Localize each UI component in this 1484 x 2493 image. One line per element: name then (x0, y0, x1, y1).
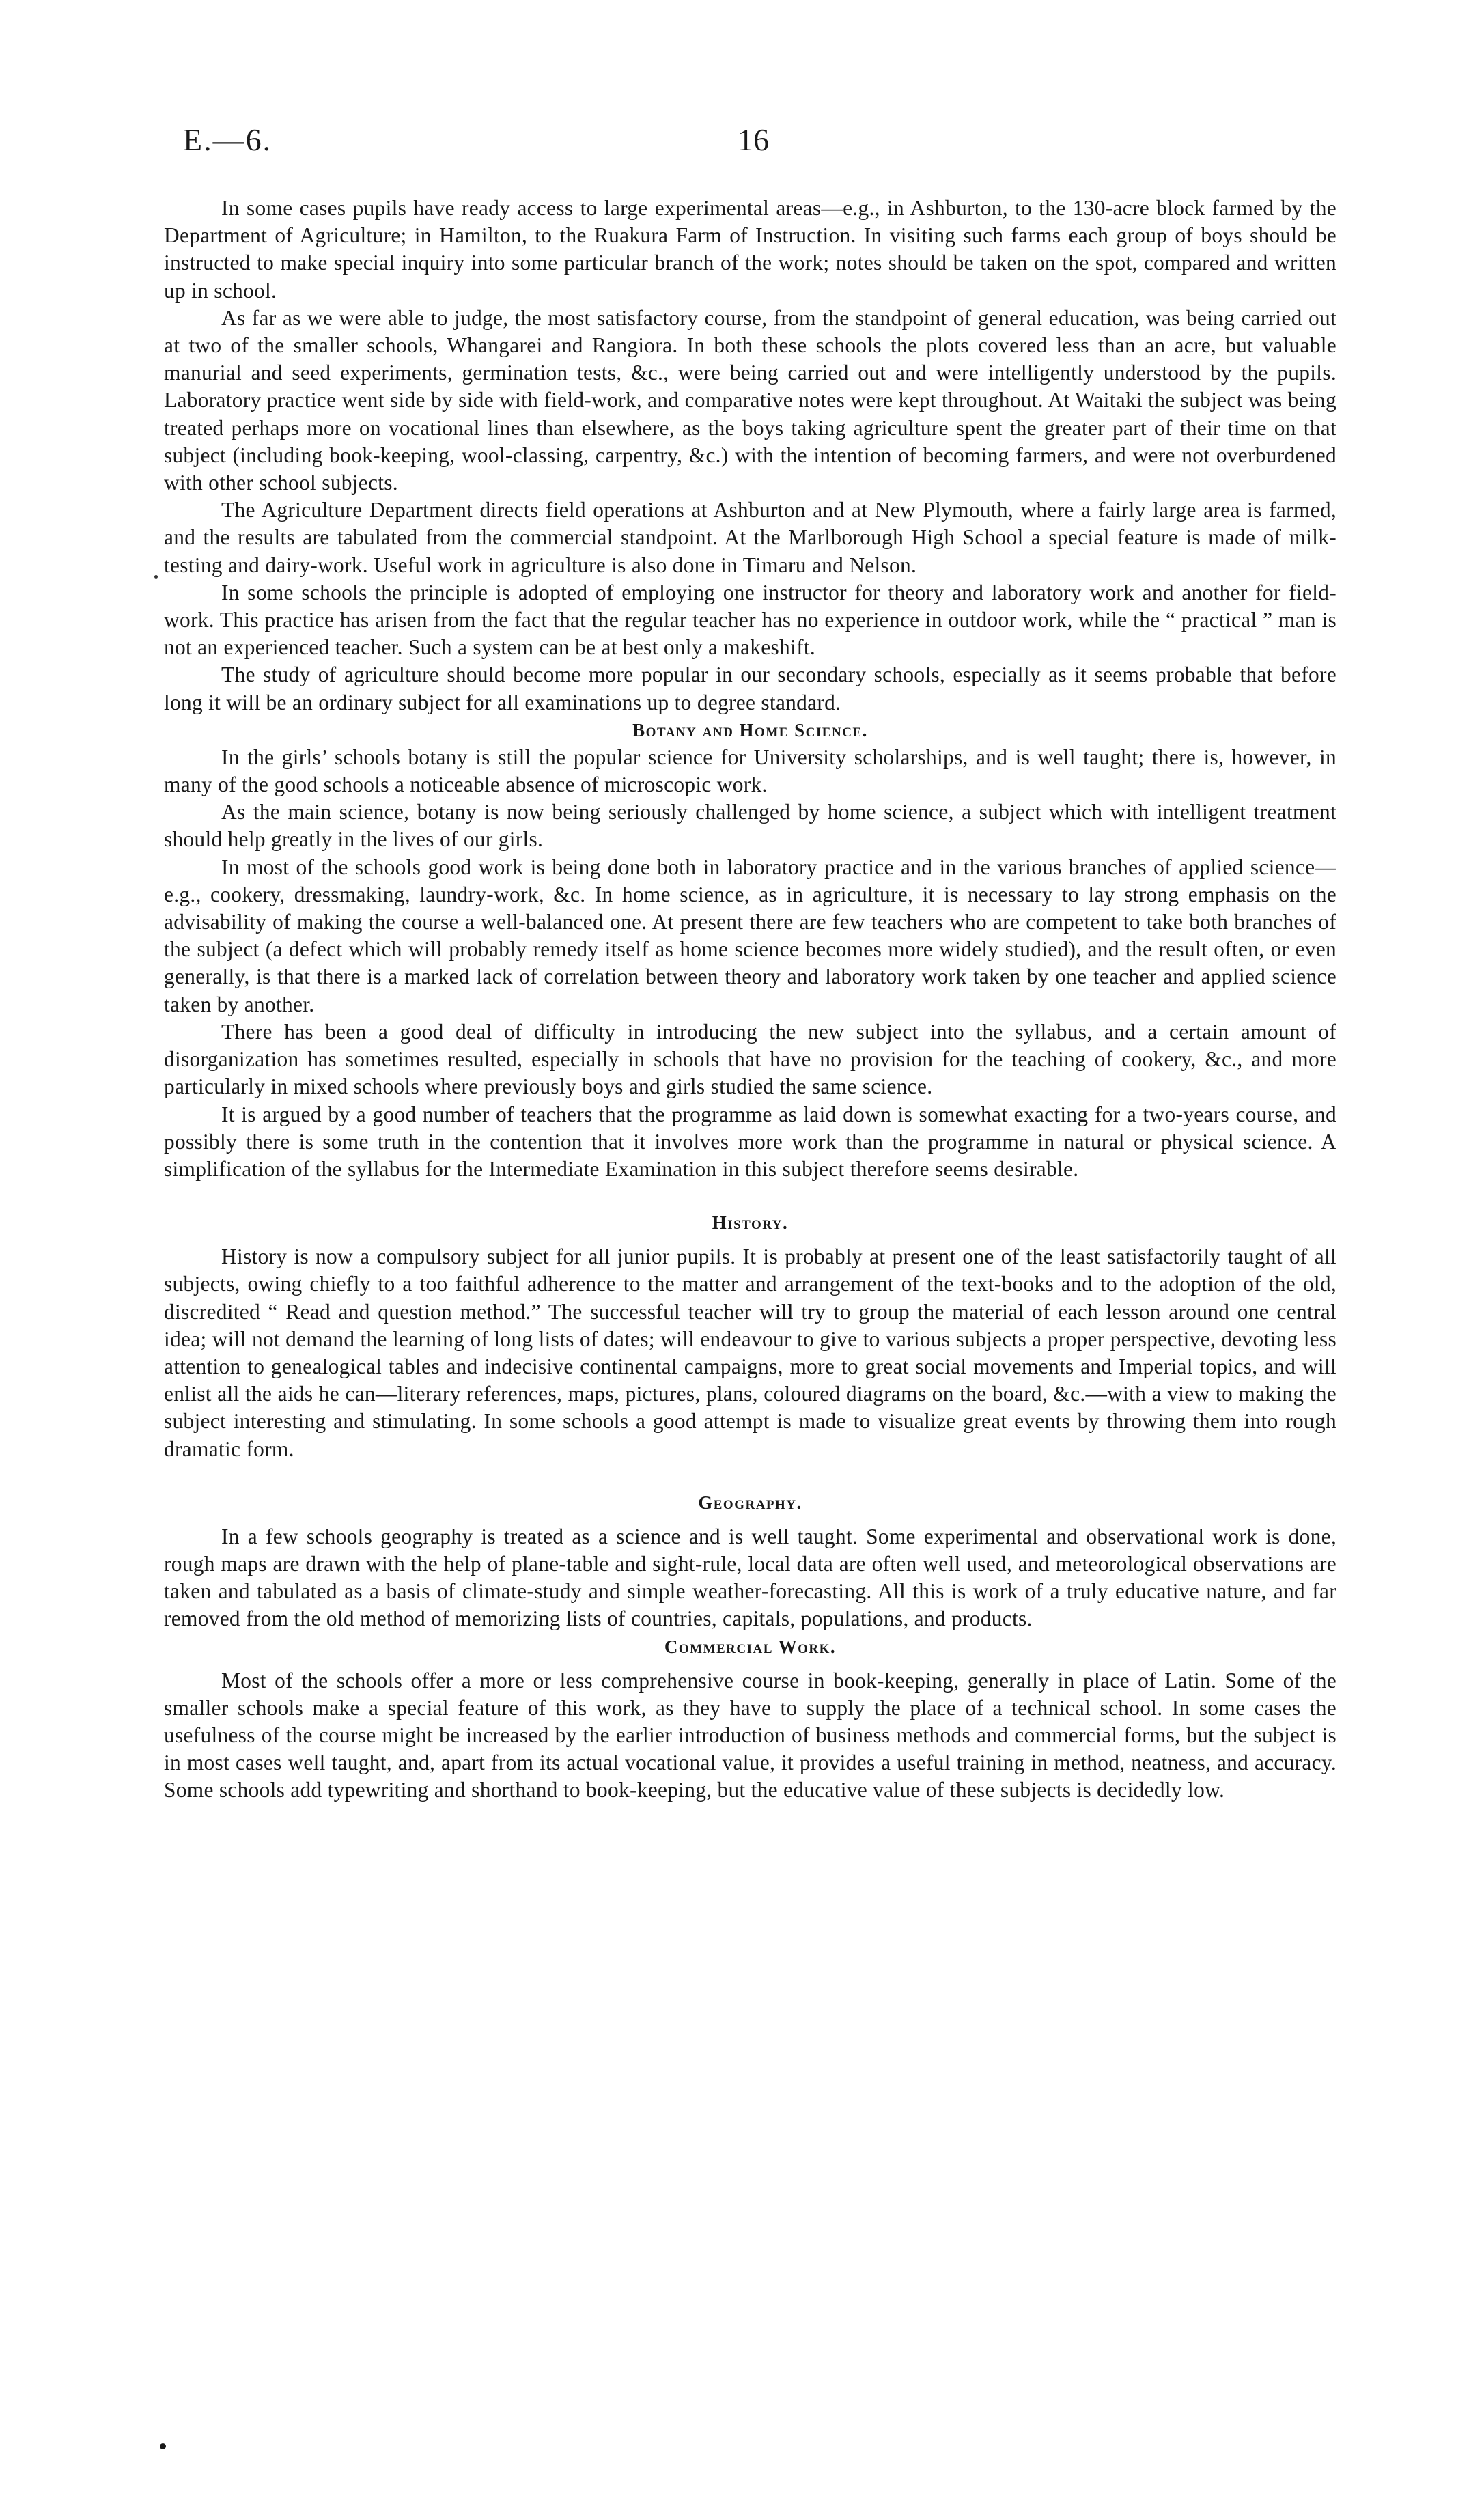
paragraph: Most of the schools offer a more or less comprehensive course in book-keeping, generally in place of Latin. Some of the smaller schools make a special feature of this work, as they have to supply the place of a technical school. In some cases the usefulness of the course might be increased by the earlier introduction of business methods and commercial forms, but the subject is in most cases well taught, and, apart from its actual vocational value, it provides a useful training in method, neatness, and accuracy. Some schools add typewriting and shorthand to book-keeping, but the educative value of these subjects is decidedly low. (164, 1668, 1336, 1802)
paragraph: In most of the schools good work is being done both in laboratory practice and in the various branches of applied science—e.g., cookery, dressmaking, laundry-work, &c. In home science, as in agriculture, it is necessary to lay strong emphasis on the advisability of making the course a well-balanced one. At present there are few teachers who are competent to take both branches of the subject (a defect which will probably remedy itself as home science becomes more widely studied), and the result often, or even generally, is that there is a marked lack of correlation between theory and laboratory work taken by one teacher and applied science taken by another. (164, 854, 1336, 1016)
paragraph: As far as we were able to judge, the most satisfactory course, from the standpoint of general education, was being carried out at two of the smaller schools, Whangarei and Rangiora. In both these schools the plots covered less than an acre, but valuable manurial and seed experiments, germination tests, &c., were being carried out and were intelligently understood by the pupils. Laboratory practice went side by side with field-work, and comparative notes were kept throughout. At Waitaki the subject was being treated perhaps more on vocational lines than elsewhere, as the boys taking agriculture spent the greater part of their time on that subject (including book-keeping, wool-classing, carpentry, &c.) with the intention of becoming farmers, and were not overburdened with other school subjects. (164, 305, 1336, 495)
section-heading: Geography. (698, 1492, 802, 1513)
margin-mark (154, 575, 158, 579)
section-heading: Botany and Home Science. (632, 719, 868, 740)
bottom-margin-mark (160, 2443, 166, 2449)
document-body (164, 195, 1336, 1805)
paragraph: In some cases pupils have ready access to large experimental areas—e.g., in Ashburton, to the 130-acre block farmed by the Department of Agriculture; in Hamilton, to the Ruakura Farm of Instruction. In visiting such farms each group of boys should be instructed to make special inquiry into some particular branch of the work; notes should be taken on the spot, compared and written up in school. (164, 196, 1336, 303)
page-number: 16 (738, 122, 769, 157)
section-commercial-work (164, 1633, 1336, 1805)
document-code: E.—6. (183, 122, 272, 157)
paragraph: In the girls’ schools botany is still the popular science for University scholarships, and is well taught; there is, however, in many of the good schools a noticeable absence of microscopic work. (164, 744, 1336, 797)
spacer (164, 1660, 1336, 1667)
paragraph: The Agriculture Department directs field operations at Ashburton and at New Plymouth, where a fairly large area is farmed, and the results are tabulated from the commercial standpoint. At the Marlborough High School a special feature is made of milk-testing and dairy-work. Useful work in agriculture is also done in Timaru and Nelson. (164, 498, 1336, 577)
section-botany-home-science (164, 716, 1336, 1183)
paragraph: In some schools the principle is adopted of employing one instructor for theory and laboratory work and another for field-work. This practice has arisen from the fact that the regular teacher has no experience in outdoor work, while the “ practical ” man is not an experienced teacher. Such a system can be at best only a makeshift. (164, 580, 1336, 660)
spacer (164, 1463, 1336, 1489)
paragraph: History is now a compulsory subject for all junior pupils. It is probably at present one of the least satisfactorily taught of all subjects, owing chiefly to a too faithful adherence to the matter and arrangement of the text-books and to the adoption of the old, discredited “ Read and question method.” The successful teacher will try to group the material of each lesson around one central idea; will not demand the learning of long lists of dates; will endeavour to give to various subjects a proper perspective, devoting less attention to genealogical tables and indecisive continental campaigns, more to great social movements and Imperial topics, and will enlist all the aids he can—literary references, maps, pictures, plans, coloured diagrams on the board, &c.—with a view to making the subject interesting and stimulating. In some schools a good attempt is made to visualize great events by throwing them into rough dramatic form. (164, 1244, 1336, 1461)
paragraph: As the main science, botany is now being seriously challenged by home science, a subject which with intelligent treatment should help greatly in the lives of our girls. (164, 800, 1336, 852)
section-history (164, 1209, 1336, 1463)
paragraph: There has been a good deal of difficulty in introducing the new subject into the syllabus, and a certain amount of disorganization has sometimes resulted, especially in schools that have no provision for the teaching of cookery, &c., and more particularly in mixed schools where previously boys and girls studied the same science. (164, 1019, 1336, 1099)
paragraph: In a few schools geography is treated as a science and is well taught. Some experimental and observational work is done, rough maps are drawn with the help of plane-table and sight-rule, local data are often well used, and meteorological observations are taken and tabulated as a basis of climate-study and simple weather-forecasting. All this is work of a truly educative nature, and far removed from the old method of memorizing lists of countries, capitals, populations, and products. (164, 1524, 1336, 1631)
spacer (164, 1516, 1336, 1523)
section-heading: Commercial Work. (664, 1636, 837, 1657)
spacer (164, 1236, 1336, 1243)
section-heading: History. (712, 1212, 789, 1234)
spacer (164, 1183, 1336, 1209)
section-geography (164, 1489, 1336, 1633)
section-agriculture (164, 195, 1336, 716)
paragraph: The study of agriculture should become more popular in our secondary schools, especially as it seems probable that before long it will be an ordinary subject for all examinations up to degree standard. (164, 663, 1336, 714)
paragraph: It is argued by a good number of teachers that the programme as laid down is somewhat exacting for a two-years course, and possibly there is some truth in the contention that it involves more work than the programme in natural or physical science. A simplification of the syllabus for the Intermediate Examination in this subject therefore seems desirable. (164, 1102, 1336, 1181)
